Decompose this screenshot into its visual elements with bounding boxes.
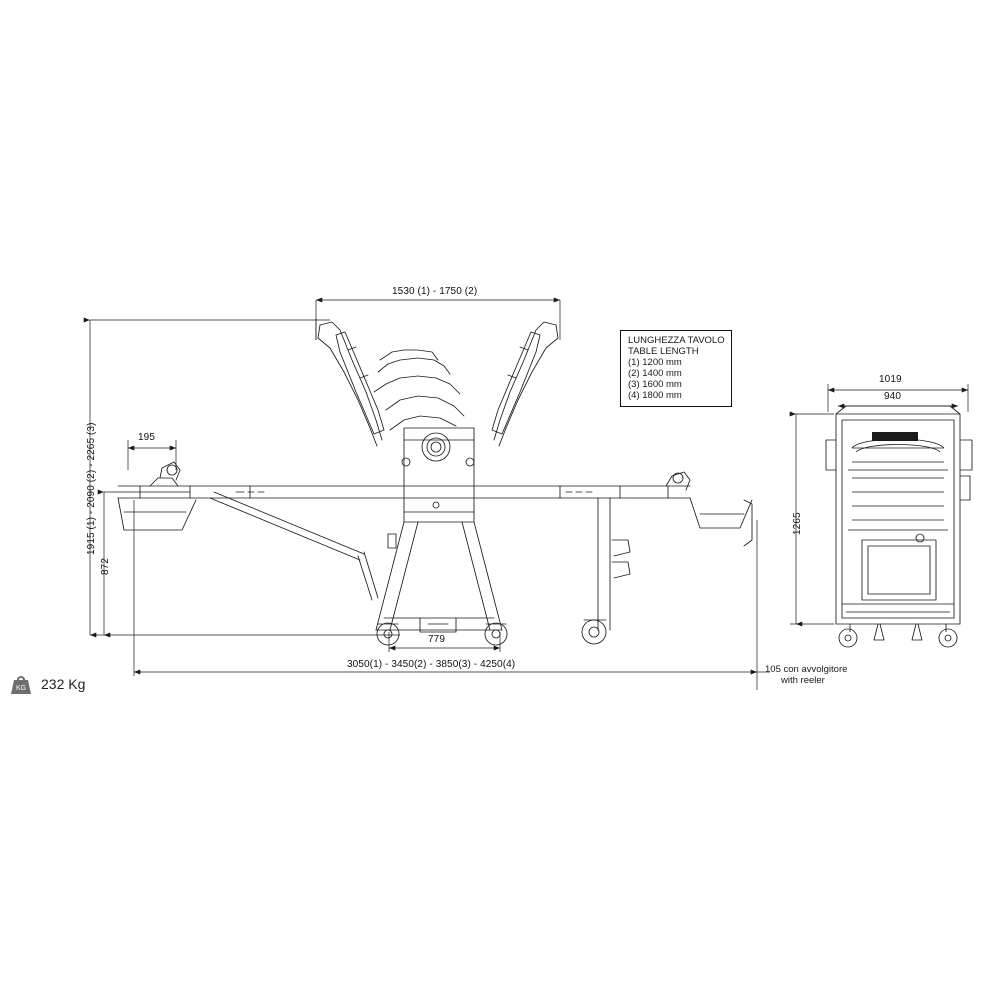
dim-right-inner-width: 940 [884, 391, 901, 402]
note-option-1: (1) 1200 mm [628, 357, 682, 368]
reeler-note [765, 664, 847, 686]
weight-indicator [8, 672, 85, 696]
reeler-note-line2: with reeler [781, 675, 825, 686]
table-length-note-box [620, 330, 732, 407]
dim-right-outer-width: 1019 [879, 374, 902, 385]
note-option-2: (2) 1400 mm [628, 368, 682, 379]
dim-overall-length: 3050(1) - 3450(2) - 3850(3) - 4250(4) [347, 659, 516, 670]
dim-height-872: 872 [100, 558, 111, 575]
weight-value: 232 Kg [41, 676, 86, 692]
right-view-machine-outline [826, 406, 972, 647]
note-option-4: (4) 1800 mm [628, 390, 682, 401]
dim-left-195: 195 [138, 432, 155, 443]
note-heading-it: LUNGHEZZA TAVOLO [628, 335, 725, 346]
dim-top-width: 1530 (1) - 1750 (2) [392, 286, 478, 297]
note-option-3: (3) 1600 mm [628, 379, 682, 390]
reeler-note-line1: 105 con avvolgitore [765, 664, 848, 675]
kg-weight-icon [8, 672, 34, 696]
note-heading-en: TABLE LENGTH [628, 346, 699, 357]
dim-base-779: 779 [428, 634, 445, 645]
dim-height-range: 1915 (1) - 2090 (2) - 2265 (3) [86, 422, 97, 555]
dim-right-height: 1265 [792, 512, 803, 535]
svg-text:KG: KG [15, 685, 27, 692]
